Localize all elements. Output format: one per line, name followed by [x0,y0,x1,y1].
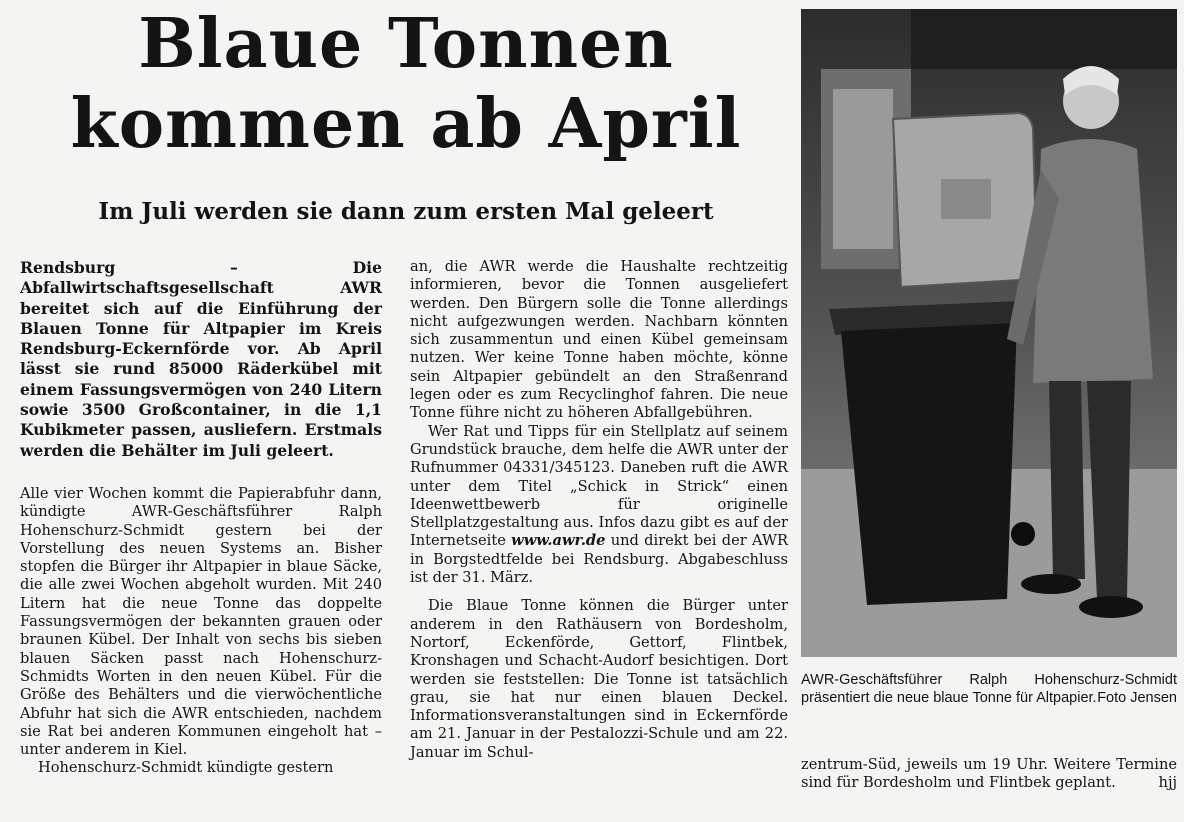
body-paragraph-2: an, die AWR werde die Haushalte rechtzeitig informieren, bevor die Tonnen ausgeliefert werden. Den Bürgern solle die Tonne allerdings nicht aufgezwungen werden. Nachbarn könnten sich zusammentun und einen Kübel gemeinsam nutzen. Wer keine Tonne haben möchte, könne sein Altpapier gebündelt an den Straßenrand legen oder es zum Recyclinghof fahren. Die neue Tonne führe nicht zu höheren Abfallgebühren. [410,258,788,422]
lead-paragraph: Rendsburg – Die Abfallwirtschaftsgesellschaft AWR bereitet sich auf die Einführung der Blauen Tonne für Altpapier im Kreis Rendsburg-Eckernförde vor. Ab April lässt sie rund 85000 Räderkübel mit einem Fassungsvermögen von 240 Litern sowie 3500 Großcontainer, in die 1,1 Kubikmeter passen, ausliefern. Erstmals werden die Behälter im Juli geleert. [20,258,382,460]
headline-line-2: kommen ab April [70,84,742,164]
photo-illustration [801,9,1177,657]
website-link[interactable]: www.awr.de [511,532,606,550]
headline-line-1: Blaue Tonnen [138,4,674,84]
column-1 [20,258,382,778]
subheadline: Im Juli werden sie dann zum ersten Mal geleert [98,198,714,225]
column-2 [410,258,788,762]
body-paragraph-1-tail: Hohenschurz-Schmidt kündigte gestern [38,759,334,777]
body-paragraph-5: zentrum-Süd, jeweils um 19 Uhr. Weitere Termine sind für Bordesholm und Flintbek geplant. [801,756,1177,792]
photo-credit: Foto Jensen [1097,689,1177,706]
body-paragraph-4: Die Blaue Tonne können die Bürger unter anderem in den Rathäusern von Bordesholm, Nortorf, Eckenförde, Gettorf, Flintbek, Kronshagen und Schacht-Audorf besichtigen. Dort werden sie feststellen: Die Tonne ist tatsächlich grau, sie hat nur einen blauen Deckel. Informationsveranstaltungen sind in Eckernförde am 21. Januar in der Pestalozzi-Schule und am 22. Januar im Schul- [410,597,788,761]
headline [18,4,794,164]
bin-lid [893,113,1037,287]
column-3 [801,756,1177,793]
caption-text: AWR-Geschäftsführer Ralph Hohenschurz-Schmidt präsentiert die neue blaue Tonne für Altpapier. [801,672,1177,706]
author-signature: hjj [1158,774,1177,792]
body-paragraph-3 [410,423,788,588]
news-photo [801,9,1177,657]
photo-caption [801,672,1177,707]
body-paragraph-3-b: und direkt bei der AWR in Borgstedtfelde bei Rendsburg. Abgabeschluss ist der 31. März. [410,532,788,587]
body-paragraph-1: Alle vier Wochen kommt die Papierabfuhr dann, kündigte AWR-Geschäftsführer Ralph Hohenschurz-Schmidt gestern bei der Vorstellung des neuen Systems an. Bisher stopfen die Bürger ihr Altpapier in blaue Säcke, die alle zwei Wochen abgeholt wurden. Mit 240 Litern hat die neue Tonne das doppelte Fassungsvermögen der bekannten grauen oder braunen Kübel. Der Inhalt von sechs bis sieben blauen Säcken passt nach Hohenschurz-Schmidts Worten in den neuen Kübel. Für die Größe des Behälters und die vierwöchentliche Abfuhr hat sich die AWR entschieden, nachdem sie Rat bei anderen Kommunen eingeholt hat – unter anderem in Kiel. [20,484,382,759]
body-paragraph-3-a: Wer Rat und Tipps für ein Stellplatz auf seinem Grundstück brauche, dem helfe die AWR unter der Rufnummer 04331/345123. Daneben ruft die AWR unter dem Titel „Schick in Strick“ einen Ideenwettbewerb für originelle Stellplatzgestaltung aus. Infos dazu gibt es auf der Internetseite [410,422,788,550]
